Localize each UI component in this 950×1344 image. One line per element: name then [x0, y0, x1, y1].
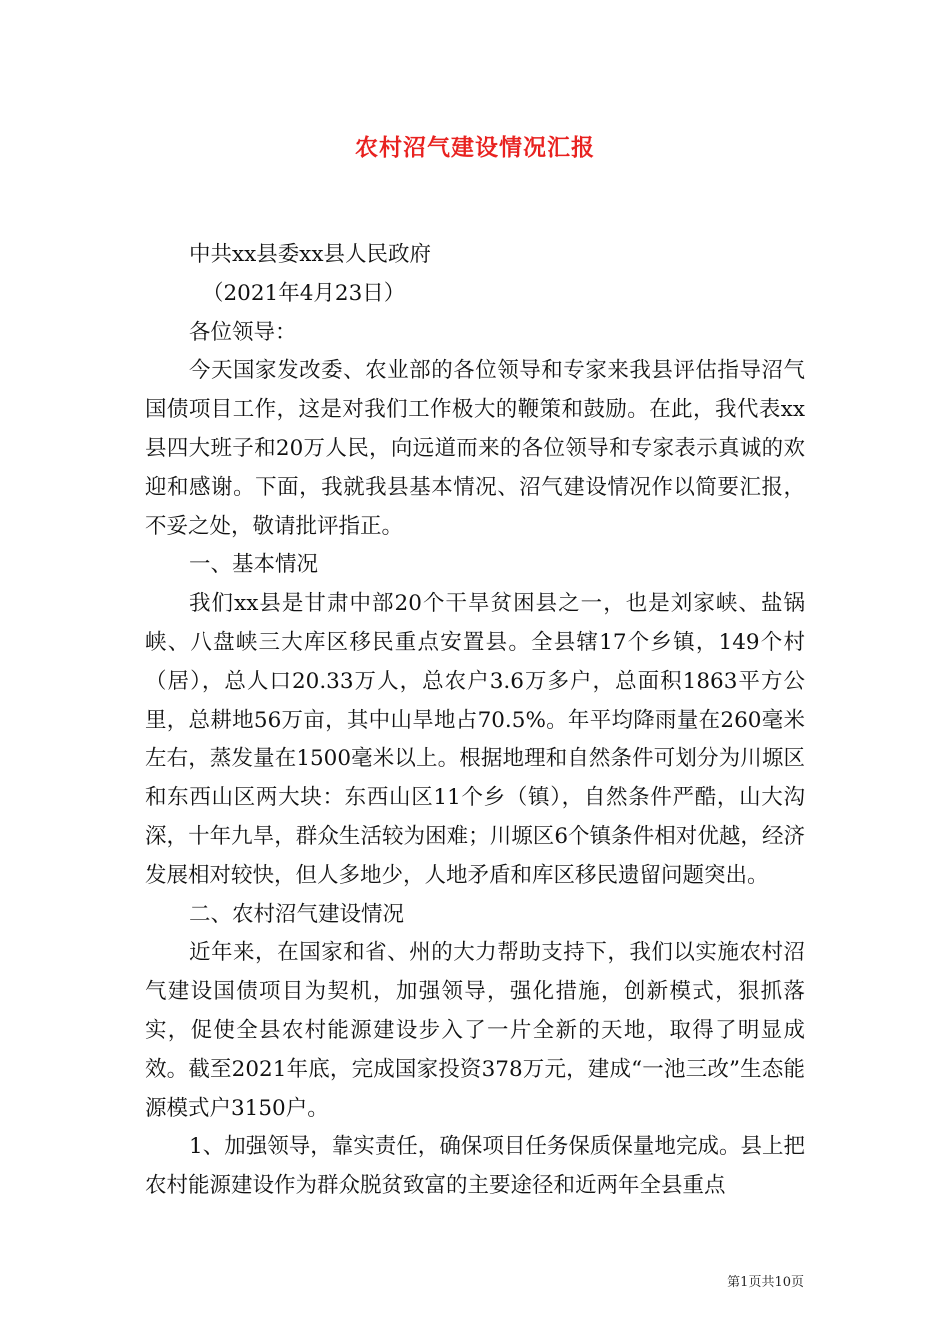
document-title: 农村沼气建设情况汇报	[355, 135, 595, 161]
biogas-paragraph: 近年来，在国家和省、州的大力帮助支持下，我们以实施农村沼气建设国债项目为契机，加强领导，强化措施，创新模式，狠抓落实，促使全县农村能源建设步入了一片全新的天地，取得了明显成效。截至2021年底，完成国家投资378万元，建成“一池三改”生态能源模式户3150户。	[145, 940, 805, 1121]
intro-paragraph: 今天国家发改委、农业部的各位领导和专家来我县评估指导沼气国债项目工作，这是对我们工作极大的鞭策和鼓励。在此，我代表xx县四大班子和20万人民，向远道而来的各位领导和专家表示真诚的欢迎和感谢。下面，我就我县基本情况、沼气建设情况作以简要汇报，不妥之处，敬请批评指正。	[145, 358, 805, 539]
section-heading-biogas: 二、农村沼气建设情况	[189, 901, 405, 927]
date-line: （2021年4月23日）	[202, 280, 406, 306]
salutation: 各位领导：	[189, 319, 297, 345]
basic-situation-paragraph: 我们xx县是甘肃中部20个干旱贫困县之一，也是刘家峡、盐锅峡、八盘峡三大库区移民重点安置县。全县辖17个乡镇，149个村（居），总人口20.33万人，总农户3.6万多户，总面积1863平方公里，总耕地56万亩，其中山旱地占70.5%。年平均降雨量在260毫米左右，蒸发量在1500毫米以上。根据地理和自然条件可划分为川塬区和东西山区两大块：东西山区11个乡（镇），自然条件严酷，山大沟深，十年九旱，群众生活较为困难；川塬区6个镇条件相对优越，经济发展相对较快，但人多地少，人地矛盾和库区移民遗留问题突出。	[145, 591, 805, 888]
document-body	[145, 236, 805, 1206]
page-number: 第1页共10页	[727, 1275, 804, 1290]
issuer-line: 中共xx县委xx县人民政府	[189, 242, 432, 267]
leadership-paragraph: 1、加强领导，靠实责任，确保项目任务保质保量地完成。县上把农村能源建设作为群众脱贫致富的主要途径和近两年全县重点	[145, 1134, 805, 1199]
section-heading-basic: 一、基本情况	[189, 552, 319, 578]
